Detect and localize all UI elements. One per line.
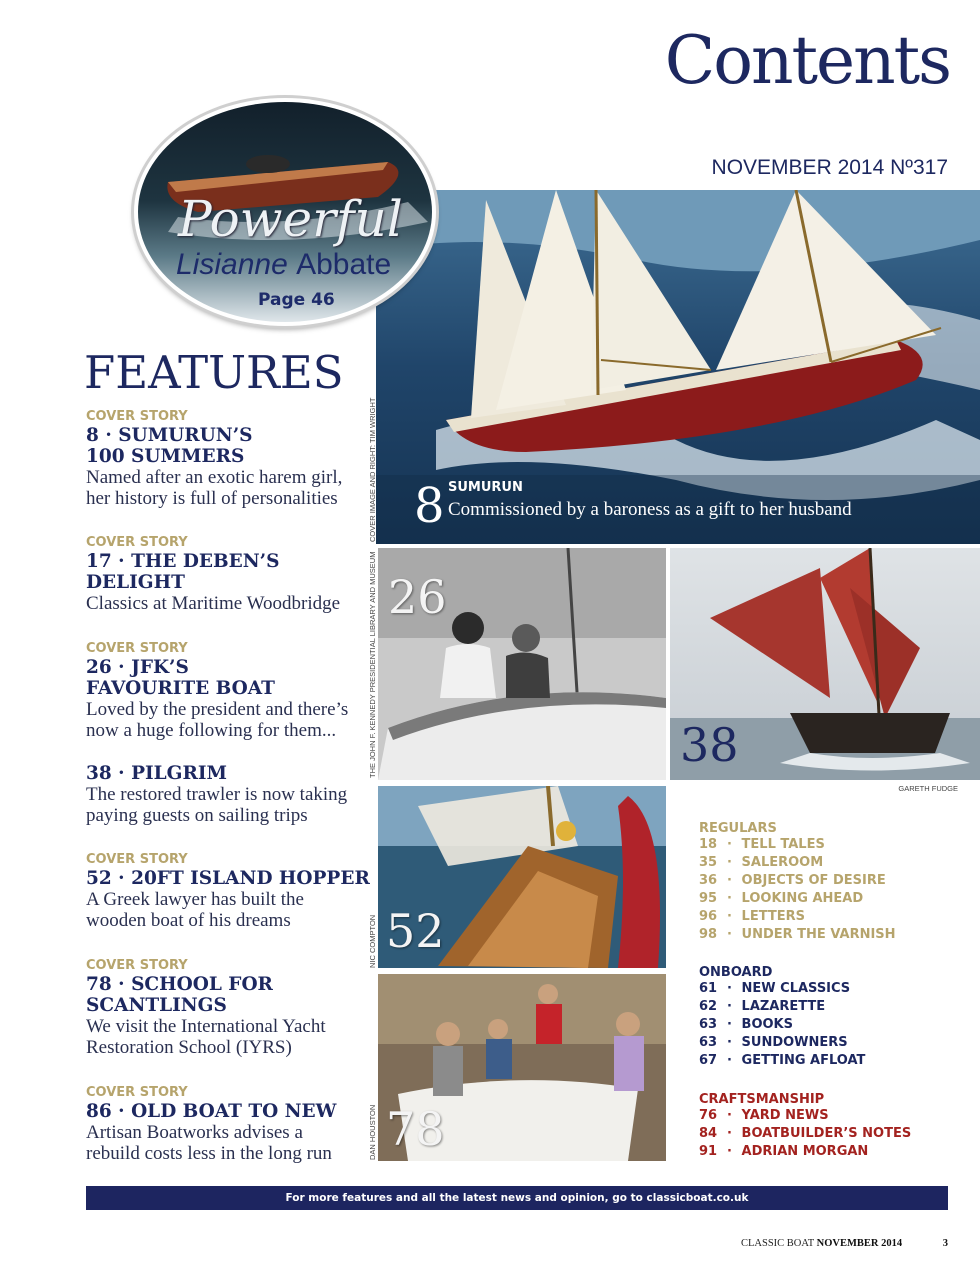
section-item[interactable]: [699, 998, 959, 1016]
section-item[interactable]: [699, 890, 959, 908]
jfk-photo: [378, 548, 666, 780]
feature-title: 8 · SUMURUN’S: [86, 425, 253, 446]
item-page: 84: [699, 1126, 718, 1141]
feature-title: 17 · THE DEBEN’S: [86, 551, 280, 572]
footer-date: NOVEMBER 2014: [816, 1238, 903, 1249]
sumurun-page-number: 8: [414, 478, 445, 534]
feature-item[interactable]: [86, 763, 371, 826]
feature-kicker: COVER STORY: [86, 409, 188, 424]
dot-separator: ·: [727, 873, 732, 888]
item-label: GETTING AFLOAT: [741, 1053, 866, 1068]
pilgrim-credit: GARETH FUDGE: [898, 784, 958, 793]
dot-separator: ·: [727, 891, 732, 906]
feature-kicker: COVER STORY: [86, 535, 188, 550]
feature-desc-line2: paying guests on sailing trips: [86, 805, 308, 826]
item-page: 91: [699, 1144, 718, 1159]
item-label: NEW CLASSICS: [741, 981, 851, 996]
feature-title: 38 · PILGRIM: [86, 763, 227, 784]
section-heading: REGULARS: [699, 821, 777, 836]
iyrs-page-number: 78: [386, 1102, 445, 1156]
feature-kicker: COVER STORY: [86, 852, 188, 867]
feature-desc: The restored trawler is now taking: [86, 784, 348, 805]
section-item[interactable]: [699, 836, 959, 854]
item-page: 98: [699, 927, 718, 942]
website-banner[interactable]: For more features and all the latest news and opinion, go to classicboat.co.uk: [86, 1186, 948, 1210]
dot-separator: ·: [727, 1035, 732, 1050]
dot-separator: ·: [727, 1053, 732, 1068]
section-item[interactable]: [699, 1125, 959, 1143]
dot-separator: ·: [727, 927, 732, 942]
feature-title-line2: SCANTLINGS: [86, 995, 227, 1016]
item-page: 67: [699, 1053, 718, 1068]
feature-item[interactable]: [86, 535, 371, 614]
item-label: OBJECTS OF DESIRE: [741, 873, 886, 888]
item-label: TELL TALES: [741, 837, 825, 852]
dot-separator: ·: [727, 981, 732, 996]
footer-page-number: 3: [942, 1238, 948, 1249]
feature-title-line2: DELIGHT: [86, 572, 185, 593]
item-page: 76: [699, 1108, 718, 1123]
feature-item[interactable]: [86, 641, 371, 741]
item-page: 18: [699, 837, 718, 852]
island-hopper-photo: [378, 786, 666, 968]
item-label: LETTERS: [741, 909, 805, 924]
feature-title-line2: FAVOURITE BOAT: [86, 678, 275, 699]
feature-desc-line2: wooden boat of his dreams: [86, 910, 291, 931]
section-item[interactable]: [699, 1016, 959, 1034]
feature-desc: Artisan Boatworks advises a: [86, 1122, 303, 1143]
item-page: 61: [699, 981, 718, 996]
item-label: SUNDOWNERS: [741, 1035, 848, 1050]
feature-item[interactable]: [86, 409, 371, 509]
feature-desc-line2: her history is full of personalities: [86, 488, 338, 509]
onboard-section: [699, 965, 959, 1070]
feature-title-line2: 100 SUMMERS: [86, 446, 245, 467]
craftsmanship-section: [699, 1092, 959, 1161]
promo-name-first: Lisianne: [176, 248, 288, 281]
dot-separator: ·: [727, 1108, 732, 1123]
feature-item[interactable]: [86, 852, 371, 931]
iyrs-photo: [378, 974, 666, 1161]
item-page: 63: [699, 1017, 718, 1032]
dot-separator: ·: [727, 909, 732, 924]
promo-page: Page 46: [258, 290, 335, 310]
section-item[interactable]: [699, 1107, 959, 1125]
feature-desc: A Greek lawyer has built the: [86, 889, 304, 910]
section-heading: CRAFTSMANSHIP: [699, 1092, 825, 1107]
dot-separator: ·: [727, 999, 732, 1014]
item-label: SALEROOM: [741, 855, 824, 870]
jfk-page-number: 26: [388, 570, 447, 624]
dot-separator: ·: [727, 1144, 732, 1159]
features-heading: FEATURES: [84, 346, 344, 399]
promo-name: [176, 248, 391, 282]
feature-kicker: COVER STORY: [86, 1085, 188, 1100]
footer-magazine: CLASSIC BOAT: [740, 1238, 815, 1249]
dot-separator: ·: [727, 837, 732, 852]
item-page: 36: [699, 873, 718, 888]
promo-oval: [134, 98, 436, 326]
section-item[interactable]: [699, 908, 959, 926]
feature-desc: Classics at Maritime Woodbridge: [86, 593, 341, 614]
dot-separator: ·: [727, 1017, 732, 1032]
pilgrim-photo: [670, 548, 980, 780]
section-item[interactable]: [699, 1143, 959, 1161]
promo-name-last: Abbate: [296, 248, 392, 281]
promo-script: Powerful: [178, 190, 403, 248]
section-item[interactable]: [699, 1034, 959, 1052]
item-page: 63: [699, 1035, 718, 1050]
powerboat-photo: [138, 102, 432, 322]
feature-desc-line2: rebuild costs less in the long run: [86, 1143, 332, 1164]
feature-title: 26 · JFK’S: [86, 657, 189, 678]
sumurun-kicker: SUMURUN: [448, 480, 523, 495]
jfk-credit: THE JOHN F. KENNEDY PRESIDENTIAL LIBRARY AND MUSEUM: [368, 551, 377, 778]
section-item[interactable]: [699, 980, 959, 998]
page-title: Contents: [664, 22, 950, 99]
feature-desc: We visit the International Yacht: [86, 1016, 326, 1037]
item-page: 96: [699, 909, 718, 924]
feature-title: 52 · 20FT ISLAND HOPPER: [86, 868, 370, 889]
feature-title: 86 · OLD BOAT TO NEW: [86, 1101, 337, 1122]
item-page: 95: [699, 891, 718, 906]
item-page: 62: [699, 999, 718, 1014]
dot-separator: ·: [727, 855, 732, 870]
island-credit: NIC COMPTON: [368, 914, 377, 968]
feature-title: 78 · SCHOOL FOR: [86, 974, 273, 995]
pilgrim-page-number: 38: [680, 718, 739, 772]
sumurun-caption: Commissioned by a baroness as a gift to her husband: [448, 499, 852, 520]
item-label: YARD NEWS: [741, 1108, 829, 1123]
feature-desc-line2: Restoration School (IYRS): [86, 1037, 292, 1058]
feature-item[interactable]: [86, 958, 371, 1058]
item-label: LAZARETTE: [741, 999, 826, 1014]
section-item[interactable]: [699, 872, 959, 890]
feature-kicker: COVER STORY: [86, 641, 188, 656]
section-item[interactable]: [699, 854, 959, 872]
section-item[interactable]: [699, 926, 959, 944]
sumurun-credit: COVER IMAGE AND RIGHT: TIM WRIGHT: [368, 397, 377, 542]
section-heading: ONBOARD: [699, 965, 773, 980]
iyrs-credit: DAN HOUSTON: [368, 1104, 377, 1160]
item-label: LOOKING AHEAD: [741, 891, 864, 906]
sumurun-photo: [376, 190, 980, 544]
feature-item[interactable]: [86, 1085, 371, 1164]
item-label: ADRIAN MORGAN: [741, 1144, 869, 1159]
feature-desc-line2: now a huge following for them...: [86, 720, 337, 741]
item-label: UNDER THE VARNISH: [741, 927, 896, 942]
item-page: 35: [699, 855, 718, 870]
feature-desc: Named after an exotic harem girl,: [86, 467, 343, 488]
item-label: BOATBUILDER’S NOTES: [741, 1126, 912, 1141]
island-page-number: 52: [386, 904, 445, 958]
section-item[interactable]: [699, 1052, 959, 1070]
feature-desc: Loved by the president and there’s: [86, 699, 349, 720]
item-label: BOOKS: [741, 1017, 793, 1032]
page-footer: [700, 1238, 948, 1249]
regulars-section: [699, 821, 959, 944]
feature-kicker: COVER STORY: [86, 958, 188, 973]
issue-date: NOVEMBER 2014 Nº317: [711, 156, 948, 179]
dot-separator: ·: [727, 1126, 732, 1141]
